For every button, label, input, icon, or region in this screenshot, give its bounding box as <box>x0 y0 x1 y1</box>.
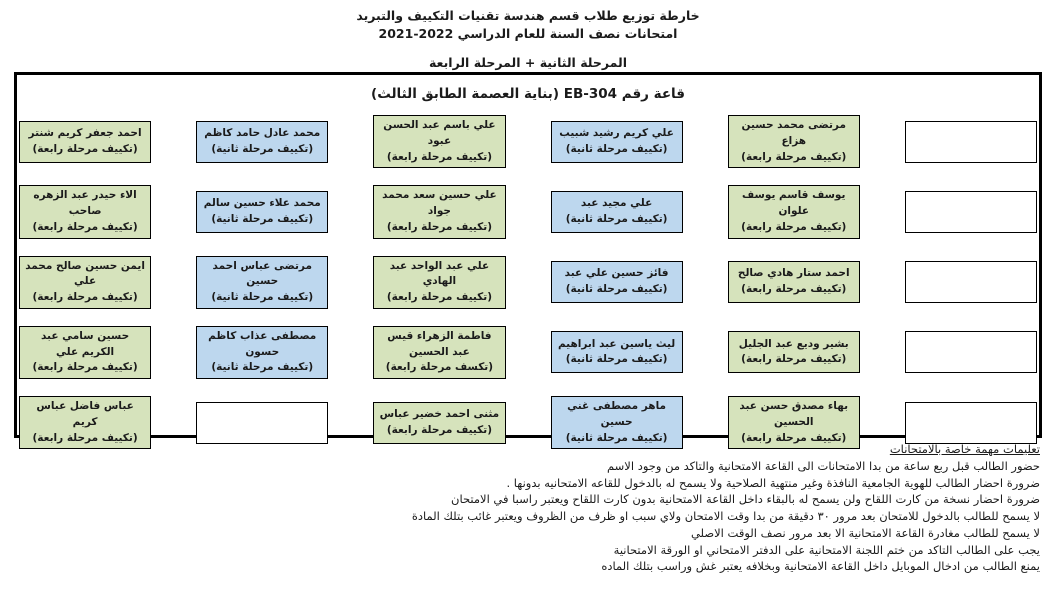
student-name: مصطفى عذاب كاظم حسون <box>208 329 317 358</box>
seat-cell <box>19 326 151 379</box>
seat-cell-empty <box>196 402 328 444</box>
instruction-item: لا يسمح للطالب بالدخول للامتحان بعد مرور ٣٠ دقيقة من بدا وقت الامتحان ولاي سبب او ظرف من الظروف ويعتبر غائب بتلك المادة <box>411 509 1040 524</box>
room-header: قاعة رقم EB-304 (بناية العصمة الطابق الثالث) <box>371 86 685 102</box>
student-name: علي باسم عبد الحسن عبود <box>383 119 496 147</box>
seat-cell <box>19 121 151 163</box>
student-stage: (تكييف مرحلة رابعة) <box>386 220 492 233</box>
student-name: علي كريم رشيد شبيب <box>559 126 674 139</box>
seat-cell <box>551 191 683 233</box>
seat-cell <box>373 402 505 444</box>
instruction-item: لا يسمح للطالب مغادرة القاعة الامتحانية الا بعد مرور نصف الوقت الاصلي <box>690 525 1040 540</box>
seat-cell-empty <box>905 261 1037 303</box>
student-name: حسين سامي عبد الكريم علي <box>40 329 130 358</box>
student-name: الاء حيدر عبد الزهره صاحب <box>33 189 137 217</box>
instructions-heading: تعليمات مهمة خاصة بالامتحانات <box>889 442 1040 456</box>
student-stage: (تكييف مرحلة رابعة) <box>32 291 138 303</box>
student-name: احمد جعفر كريم شنتر <box>28 126 142 139</box>
student-stage: (تكييف مرحلة ثانية) <box>211 291 314 303</box>
student-name: علي عبد الواحد عبد الهادي <box>389 259 490 288</box>
seat-cell <box>196 256 328 309</box>
document-titles <box>0 0 1056 72</box>
student-name: يوسف قاسم يوسف علوان <box>742 189 846 217</box>
seat-cell <box>196 326 328 379</box>
instruction-item: يمنع الطالب من ادخال الموبايل داخل القاعة الامتحانية وبخلافه يعتبر غش وراسب بتلك الماده <box>601 559 1040 574</box>
student-name: ايمن حسين صالح محمد علي <box>25 259 145 288</box>
student-name: علي مجيد عبد <box>580 197 653 210</box>
document-title: خارطة توزيع طلاب قسم هندسة تقنيات التكييف والتبريد <box>356 8 700 23</box>
student-stage: (تكييف مرحلة ثانية) <box>565 431 668 444</box>
instruction-item: حضور الطالب قبل ربع ساعة من بدا الامتحانات الى القاعة الامتحانية والتاكد من وجود الاسم <box>607 458 1040 473</box>
student-stage: (تكييف مرحلة رابعة) <box>741 150 847 163</box>
student-stage: (تكييف مرحلة ثانية) <box>565 212 668 225</box>
seat-cell <box>196 191 328 233</box>
student-stage: (تكييف مرحلة رابعة) <box>32 361 138 374</box>
seat-cell <box>728 331 860 373</box>
student-stage: (تكييف مرحلة رابعة) <box>741 220 847 233</box>
exam-period-title: امتحانات نصف السنة للعام الدراسي 2022-2021 <box>378 26 678 42</box>
seat-cell <box>551 331 683 373</box>
student-stage: (تكييف مرحلة رابعة) <box>741 283 847 296</box>
instruction-item: ضرورة احضار الطالب للهوية الجامعية النافذة وغير منتهية الصلاحية ولا يسمح له بالدخول للقاعه الامتحانيه بدونها . <box>506 475 1040 490</box>
student-name: احمد ستار هادي صالح <box>737 267 850 280</box>
student-name: محمد علاء حسين سالم <box>203 197 321 210</box>
student-name: مرتضى محمد حسين هزاع <box>741 119 846 147</box>
seat-cell-empty <box>905 331 1037 373</box>
student-stage: (تكييف مرحلة ثانية) <box>565 353 668 366</box>
seat-cell <box>19 256 151 309</box>
seat-cell <box>373 115 505 168</box>
seat-cell <box>728 185 860 238</box>
exam-instructions <box>280 441 1040 575</box>
seating-grid <box>17 115 1039 449</box>
seat-cell <box>551 121 683 163</box>
seat-cell-empty <box>905 121 1037 163</box>
student-stage: (تكييف مرحلة رابعة) <box>386 291 492 303</box>
student-name: بهاء مصدق حسن عبد الحسين <box>739 400 849 428</box>
seat-cell-empty <box>905 402 1037 444</box>
seat-cell <box>373 326 505 379</box>
instruction-item: يجب على الطالب التاكد من ختم اللجنة الامتحانية على الدفتر الامتحاني او الورقة الامتحانية <box>613 542 1040 557</box>
student-stage: (تكييف مرحلة ثانية) <box>565 283 668 296</box>
student-name: علي حسين سعد محمد جواد <box>382 189 497 217</box>
student-name: فائز حسين علي عبد <box>564 267 669 280</box>
stages-title: المرحلة الثانية + المرحلة الرابعة <box>428 55 628 71</box>
seating-board <box>14 72 1042 444</box>
seat-cell <box>373 256 505 309</box>
student-name: مثنى احمد خضير عباس <box>379 407 500 420</box>
seat-cell <box>728 261 860 303</box>
seat-cell <box>19 396 151 449</box>
student-name: عباس فاضل عباس كريم <box>36 400 134 428</box>
student-name: بشير وديع عبد الجليل <box>738 337 849 350</box>
seat-cell-empty <box>905 191 1037 233</box>
student-stage: (تكييف مرحلة ثانية) <box>211 361 314 374</box>
seat-cell <box>728 115 860 168</box>
student-stage: (تكسف مرحلة رابعة) <box>385 361 494 374</box>
student-stage: (تكييف مرحلة رابعة) <box>32 142 138 155</box>
student-name: ماهر مصطفى غني حسين <box>567 400 667 428</box>
student-name: ليث ياسين عبد ابراهيم <box>557 337 676 350</box>
student-stage: (تكييف مرحلة رابعة) <box>386 150 492 163</box>
seat-cell <box>19 185 151 238</box>
student-name: محمد عادل حامد كاظم <box>204 126 321 139</box>
student-stage: (تكييف مرحلة ثانية) <box>211 212 314 225</box>
student-name: فاطمة الزهراء قيس عبد الحسين <box>387 329 492 358</box>
seat-cell <box>551 261 683 303</box>
student-name: مرتضى عباس احمد حسين <box>212 259 312 288</box>
student-stage: (تكييف مرحلة رابعة) <box>32 220 138 233</box>
seat-cell <box>373 185 505 238</box>
student-stage: (تكييف مرحلة ثانية) <box>565 142 668 155</box>
student-stage: (تكييف مرحلة رابعة) <box>741 353 847 366</box>
student-stage: (تكييف مرحلة ثانية) <box>211 142 314 155</box>
student-stage: (تكييف مرحلة رابعة) <box>386 423 492 436</box>
student-stage: (تكييف مرحلة رابعة) <box>741 431 847 444</box>
student-stage: (تكييف مرحلة رابعة) <box>32 431 138 444</box>
instruction-item: ضرورة احضار نسخة من كارت اللقاح ولن يسمح له بالبقاء داخل القاعة الامتحانية بدون كارت اللقاح ويعتبر راسبا في الامتحان <box>451 492 1040 507</box>
seat-cell <box>196 121 328 163</box>
